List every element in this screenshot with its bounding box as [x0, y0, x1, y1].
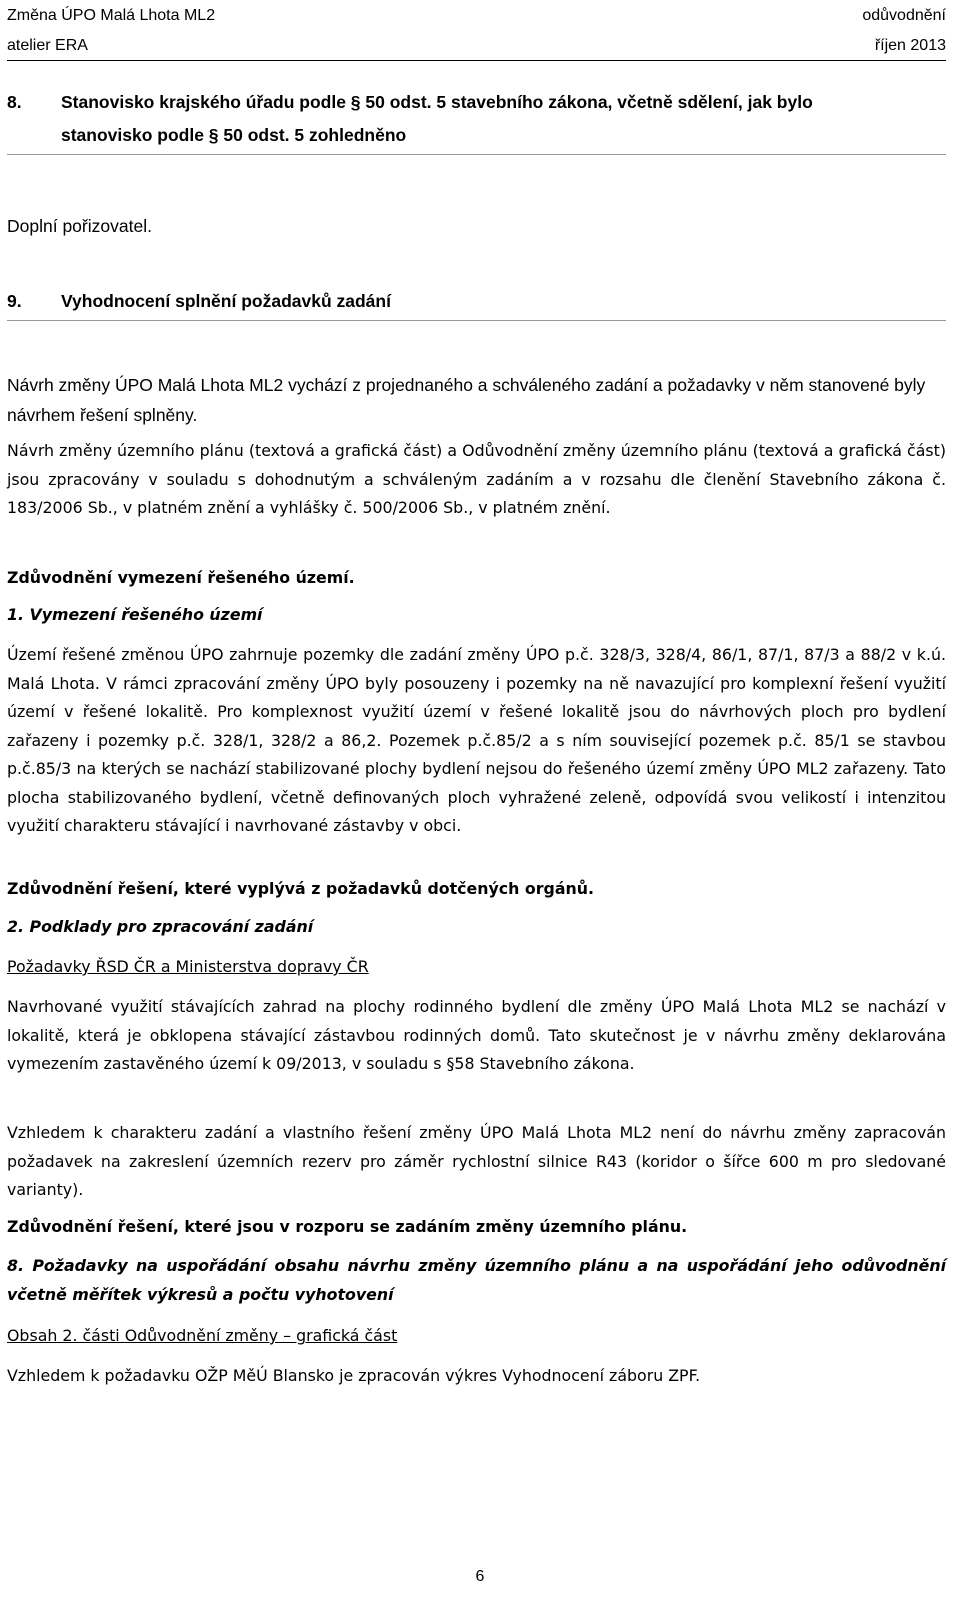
section-8-heading: [7, 86, 946, 155]
section-8-text: Doplní pořizovatel.: [7, 216, 152, 236]
section-9-number: 9.: [7, 291, 22, 311]
paragraph-r43: Vzhledem k charakteru zadání a vlastního řešení změny ÚPO Malá Lhota ML2 není do návrhu změny zapracován požadavek na zakreslení územních rezerv pro záměr rychlostní silnice R43 (koridor o šířce 600 m pro sledované varianty).: [7, 1123, 946, 1199]
heading-rozpor: Zdůvodnění řešení, které jsou v rozporu se zadáním změny územního plánu.: [7, 1217, 688, 1236]
section-8-title-line2: stanovisko podle § 50 odst. 5 zohledněno: [61, 125, 407, 145]
obsah-line: [7, 1322, 946, 1351]
page-number: 6: [475, 1568, 485, 1585]
header-author: atelier ERA: [7, 37, 88, 54]
subheading-vymezeni: 1. Vymezení řešeného území: [7, 605, 263, 624]
paragraph-vyuziti: Navrhované využití stávajících zahrad na plochy rodinného bydlení dle změny ÚPO Malá Lhota ML2 se nachází v lokalitě, která je obklopena stávající zástavbou rodinných domů. Tato skutečnost je v návrhu změny deklarována vymezením zastavěného území k 09/2013, v souladu s §58 Stavebního zákona.: [7, 997, 946, 1073]
section-8-title-line1: Stanovisko krajského úřadu podle § 50 odst. 5 stavebního zákona, včetně sdělení, jak bylo: [61, 92, 813, 112]
section-9-title: Vyhodnocení splnění požadavků zadání: [61, 291, 391, 311]
header-title: Změna ÚPO Malá Lhota ML2: [7, 7, 216, 24]
section-9-heading: [7, 285, 946, 321]
paragraph-zpf: Vzhledem k požadavku OŽP MěÚ Blansko je zpracován výkres Vyhodnocení záboru ZPF.: [7, 1366, 701, 1385]
paragraph-uzemi: Území řešené změnou ÚPO zahrnuje pozemky dle zadání změny ÚPO p.č. 328/3, 328/4, 86/1, 87/1, 87/3 a 88/2 v k.ú. Malá Lhota. V rámci zpracování změny ÚPO byly posouzeny i pozemky na ně navazující pro komplexní řešení využití území v řešené lokalitě. Pro komplexnost využití území v řešené lokalitě jsou do návrhových ploch pro bydlení zařazeny i pozemky p.č. 328/1, 328/2 a 86,2. Pozemek p.č.85/2 a s ním související pozemek p.č. 85/1 se stavbou p.č.85/3 na kterých se nachází stabilizované plochy bydlení nejsou do řešeného území změny ÚPO ML2 zařazeny. Tato plocha stabilizovaného bydlení, včetně definovaných ploch vyhražené zeleně, odpovídá svou velikostí i intenzitou využití charakteru stávající i navrhované zástavby v obci.: [7, 645, 946, 835]
page-header: [7, 0, 946, 61]
subheading-podklady: 2. Podklady pro zpracování zadání: [7, 917, 314, 936]
obsah-link: Odůvodnění změny – grafická část: [124, 1326, 398, 1345]
obsah-prefix: Obsah 2. části: [7, 1326, 125, 1345]
paragraph-plan: Návrh změny územního plánu (textová a grafická část) a Odůvodnění změny územního plánu (textová a grafická část) jsou zpracovány v souladu s dohodnutým a schváleným zadáním a v rozsahu dle členění Stavebního zákona č. 183/2006 Sb., v platném znění a vyhlášky č. 500/2006 Sb., v platném znění.: [7, 441, 946, 517]
section-8-number: 8.: [7, 92, 22, 112]
header-date: říjen 2013: [874, 37, 946, 54]
heading-organy: Zdůvodnění řešení, které vyplývá z požadavků dotčených orgánů.: [7, 879, 594, 898]
subheading-pozadavky: 8. Požadavky na uspořádání obsahu návrhu změny územního plánu a na uspořádání jeho odůvodnění včetně měřítek výkresů a počtu vyhotovení: [7, 1256, 946, 1304]
subheading-rsd: Požadavky ŘSD ČR a Ministerstva dopravy ČR: [7, 957, 369, 976]
header-doc-type: odůvodnění: [862, 7, 946, 24]
section-9-text: Návrh změny ÚPO Malá Lhota ML2 vychází z projednaného a schváleného zadání a požadavky v něm stanovené byly návrhem řešení splněny.: [7, 375, 926, 425]
heading-vymezeni: Zdůvodnění vymezení řešeného území.: [7, 568, 355, 587]
